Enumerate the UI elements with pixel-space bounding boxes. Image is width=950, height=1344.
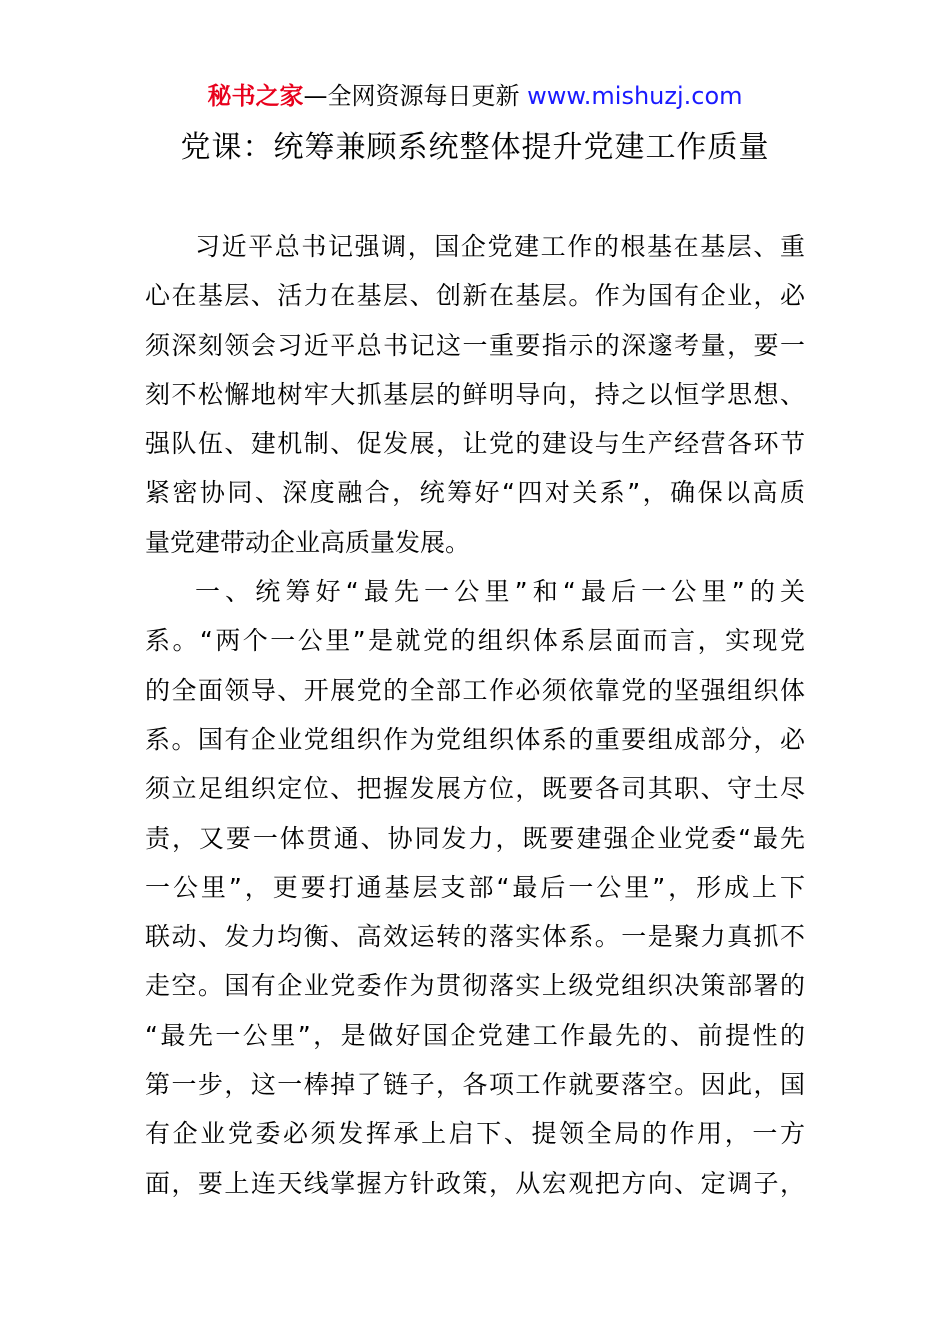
text-line: 责，又要一体贯通、协同发力，既要建强企业党委“最先 [145, 823, 805, 853]
text-line: 面，要上连天线掌握方针政策，从宏观把方向、定调子， [145, 1168, 805, 1198]
text-line: 第一步，这一棒掉了链子，各项工作就要落空。因此，国 [145, 1070, 805, 1100]
text-line: 习近平总书记强调，国企党建工作的根基在基层、重 [195, 232, 805, 261]
text-line: 强队伍、建机制、促发展，让党的建设与生产经营各环节 [145, 429, 805, 459]
text-line: 有企业党委必须发挥承上启下、提领全局的作用，一方 [145, 1119, 805, 1149]
site-name: 秘书之家 [207, 82, 304, 110]
document-body [145, 222, 805, 1208]
text-line: 一公里”，更要打通基层支部“最后一公里”，形成上下 [145, 872, 805, 902]
text-line: 联动、发力均衡、高效运转的落实体系。一是聚力真抓不 [145, 922, 805, 952]
text-line: 的全面领导、开展党的全部工作必须依靠党的坚强组织体 [145, 675, 805, 705]
text-line: 量党建带动企业高质量发展。 [145, 527, 471, 557]
site-header [0, 80, 950, 112]
text-line: 紧密协同、深度融合，统筹好“四对关系”，确保以高质 [145, 478, 805, 508]
site-url-link[interactable]: www.mishuzj.com [527, 82, 743, 110]
text-line: “最先一公里”，是做好国企党建工作最先的、前提性的 [145, 1020, 805, 1050]
text-line: 系。“两个一公里”是就党的组织体系层面而言，实现党 [145, 626, 805, 656]
paragraph-1 [145, 222, 805, 567]
paragraph-2 [145, 567, 805, 1208]
text-line: 须深刻领会习近平总书记这一重要指示的深邃考量，要一 [145, 330, 805, 360]
text-line: 一、统筹好“最先一公里”和“最后一公里”的关 [195, 577, 805, 607]
text-line: 心在基层、活力在基层、创新在基层。作为国有企业，必 [145, 281, 805, 311]
text-line: 刻不松懈地树牢大抓基层的鲜明导向，持之以恒学思想、 [145, 379, 805, 409]
text-line: 系。国有企业党组织作为党组织体系的重要组成部分，必 [145, 724, 805, 754]
site-tagline: —全网资源每日更新 [303, 82, 528, 110]
document-title: 党课：统筹兼顾系统整体提升党建工作质量 [180, 130, 770, 165]
text-line: 走空。国有企业党委作为贯彻落实上级党组织决策部署的 [145, 971, 805, 1001]
text-line: 须立足组织定位、把握发展方位，既要各司其职、守土尽 [145, 774, 805, 804]
